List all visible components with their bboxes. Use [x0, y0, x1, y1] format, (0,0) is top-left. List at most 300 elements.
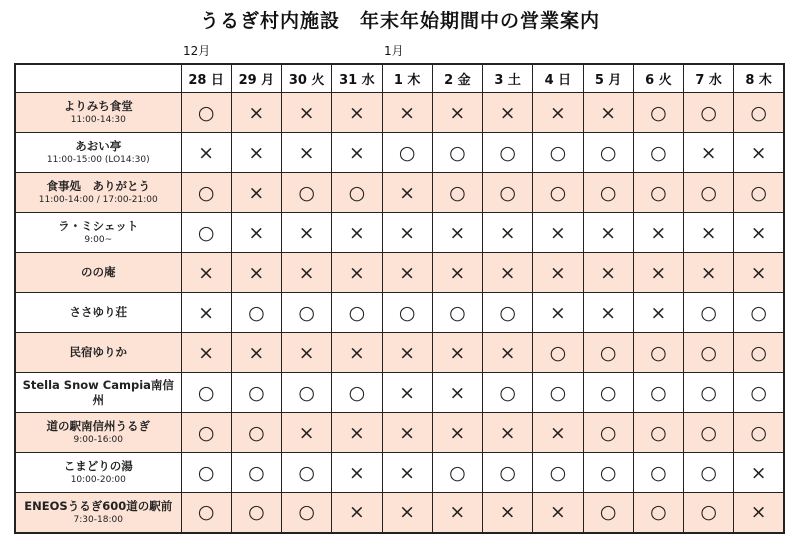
- status-cell: [332, 333, 382, 373]
- closed-icon: ×: [700, 261, 717, 284]
- day-header: 29 月: [231, 64, 281, 93]
- facility-name-cell: [15, 253, 181, 293]
- closed-icon: ×: [248, 141, 265, 164]
- day-header: 7 水: [684, 64, 734, 93]
- open-icon: ○: [248, 421, 265, 444]
- closed-icon: ×: [198, 341, 215, 364]
- status-cell: [583, 293, 633, 333]
- open-icon: ○: [348, 181, 366, 204]
- facility-row: [15, 293, 784, 333]
- closed-icon: ×: [600, 261, 617, 284]
- facility-name: ラ・ミシェット: [58, 219, 139, 233]
- status-cell: [734, 373, 784, 413]
- open-icon: ○: [499, 181, 516, 204]
- facility-hours: 9:00-16:00: [73, 435, 123, 445]
- open-icon: ○: [197, 181, 215, 204]
- closed-icon: ×: [348, 501, 365, 524]
- month-label-december: 12月: [183, 44, 211, 58]
- status-cell: [231, 373, 281, 413]
- status-cell: [382, 293, 432, 333]
- closed-icon: ×: [650, 301, 667, 324]
- status-cell: [181, 333, 231, 373]
- facility-hours: 10:00-20:00: [70, 475, 126, 485]
- open-icon: ○: [650, 341, 667, 364]
- closed-icon: ×: [549, 101, 566, 124]
- closed-icon: ×: [298, 261, 315, 284]
- open-icon: ○: [650, 141, 667, 164]
- closed-icon: ×: [399, 421, 416, 444]
- open-icon: ○: [599, 381, 617, 404]
- status-cell: [231, 293, 281, 333]
- facility-name: Stella Snow Campia南信州: [22, 377, 174, 407]
- open-icon: ○: [650, 501, 667, 524]
- status-cell: [583, 373, 633, 413]
- open-icon: ○: [197, 461, 215, 484]
- open-icon: ○: [197, 381, 215, 404]
- status-cell: [181, 93, 231, 133]
- day-header: 8 木: [734, 64, 784, 93]
- open-icon: ○: [599, 141, 617, 164]
- status-cell: [382, 93, 432, 133]
- status-cell: [633, 213, 683, 253]
- open-icon: ○: [700, 101, 717, 124]
- closed-icon: ×: [449, 421, 466, 444]
- status-cell: [734, 173, 784, 213]
- closed-icon: ×: [499, 261, 516, 284]
- status-cell: [432, 413, 482, 453]
- facility-name-cell: [15, 293, 181, 333]
- facility-hours: 7:30-18:00: [73, 514, 123, 525]
- closed-icon: ×: [399, 261, 416, 284]
- closed-icon: ×: [248, 261, 265, 284]
- status-cell: [684, 493, 734, 533]
- status-cell: [483, 173, 533, 213]
- status-cell: [231, 173, 281, 213]
- open-icon: ○: [449, 301, 466, 324]
- facility-name-cell: [15, 93, 181, 133]
- open-icon: ○: [750, 181, 767, 204]
- status-cell: [483, 333, 533, 373]
- closed-icon: ×: [399, 461, 416, 484]
- open-icon: ○: [750, 421, 767, 444]
- status-cell: [684, 133, 734, 173]
- status-cell: [231, 493, 281, 533]
- status-cell: [181, 253, 231, 293]
- status-cell: [734, 493, 784, 533]
- closed-icon: ×: [248, 341, 265, 364]
- status-cell: [382, 333, 432, 373]
- status-cell: [382, 133, 432, 173]
- closed-icon: ×: [348, 141, 365, 164]
- status-cell: [483, 253, 533, 293]
- status-cell: [684, 173, 734, 213]
- open-icon: ○: [599, 421, 617, 444]
- facility-name: 道の駅南信州うるぎ: [46, 419, 150, 433]
- open-icon: ○: [650, 381, 667, 404]
- status-cell: [332, 493, 382, 533]
- open-icon: ○: [700, 501, 717, 524]
- status-cell: [282, 293, 332, 333]
- facility-name-cell: [15, 213, 181, 253]
- status-cell: [231, 333, 281, 373]
- closed-icon: ×: [348, 221, 365, 244]
- facility-row: [15, 453, 784, 493]
- closed-icon: ×: [750, 261, 767, 284]
- facility-row: [15, 413, 784, 453]
- status-cell: [282, 93, 332, 133]
- open-icon: ○: [700, 461, 717, 484]
- status-cell: [282, 173, 332, 213]
- status-cell: [432, 373, 482, 413]
- status-cell: [533, 253, 583, 293]
- status-cell: [583, 413, 633, 453]
- status-cell: [483, 413, 533, 453]
- facility-name: こまどりの湯: [63, 459, 133, 473]
- open-icon: ○: [599, 461, 617, 484]
- status-cell: [684, 413, 734, 453]
- closed-icon: ×: [600, 101, 617, 124]
- status-cell: [583, 173, 633, 213]
- closed-icon: ×: [499, 501, 516, 524]
- closed-icon: ×: [449, 381, 466, 404]
- open-icon: ○: [298, 181, 315, 204]
- day-header: 1 木: [382, 64, 432, 93]
- status-cell: [734, 133, 784, 173]
- status-cell: [684, 213, 734, 253]
- facility-row: [15, 253, 784, 293]
- status-cell: [734, 213, 784, 253]
- schedule-body: [15, 93, 784, 533]
- open-icon: ○: [197, 501, 215, 524]
- open-icon: ○: [499, 461, 516, 484]
- status-cell: [282, 373, 332, 413]
- closed-icon: ×: [700, 141, 717, 164]
- open-icon: ○: [398, 301, 416, 324]
- open-icon: ○: [248, 501, 265, 524]
- status-cell: [633, 173, 683, 213]
- closed-icon: ×: [198, 301, 215, 324]
- open-icon: ○: [298, 381, 315, 404]
- status-cell: [583, 253, 633, 293]
- open-icon: ○: [750, 341, 767, 364]
- status-cell: [483, 133, 533, 173]
- status-cell: [432, 493, 482, 533]
- status-cell: [332, 373, 382, 413]
- status-cell: [332, 293, 382, 333]
- status-cell: [483, 93, 533, 133]
- status-cell: [633, 293, 683, 333]
- closed-icon: ×: [499, 421, 516, 444]
- facility-row: [15, 373, 784, 413]
- closed-icon: ×: [348, 341, 365, 364]
- status-cell: [181, 413, 231, 453]
- status-cell: [684, 293, 734, 333]
- open-icon: ○: [348, 301, 366, 324]
- closed-icon: ×: [348, 101, 365, 124]
- status-cell: [533, 93, 583, 133]
- open-icon: ○: [248, 461, 265, 484]
- status-cell: [583, 133, 633, 173]
- status-cell: [533, 133, 583, 173]
- open-icon: ○: [449, 461, 466, 484]
- open-icon: ○: [248, 381, 265, 404]
- status-cell: [583, 333, 633, 373]
- status-cell: [332, 173, 382, 213]
- day-header: 30 火: [282, 64, 332, 93]
- closed-icon: ×: [750, 141, 767, 164]
- status-cell: [382, 413, 432, 453]
- open-icon: ○: [650, 181, 667, 204]
- status-cell: [533, 453, 583, 493]
- page-title: うるぎ村内施設 年末年始期間中の営業案内: [199, 10, 600, 32]
- open-icon: ○: [650, 101, 667, 124]
- closed-icon: ×: [600, 301, 617, 324]
- status-cell: [483, 293, 533, 333]
- status-cell: [432, 293, 482, 333]
- open-icon: ○: [197, 421, 215, 444]
- open-icon: ○: [750, 381, 767, 404]
- open-icon: ○: [599, 501, 617, 524]
- status-cell: [231, 413, 281, 453]
- open-icon: ○: [650, 461, 667, 484]
- status-cell: [533, 373, 583, 413]
- closed-icon: ×: [399, 221, 416, 244]
- closed-icon: ×: [499, 221, 516, 244]
- status-cell: [181, 173, 231, 213]
- open-icon: ○: [449, 181, 466, 204]
- status-cell: [282, 253, 332, 293]
- status-cell: [533, 413, 583, 453]
- facility-row: [15, 333, 784, 373]
- status-cell: [332, 253, 382, 293]
- closed-icon: ×: [700, 221, 717, 244]
- status-cell: [483, 493, 533, 533]
- status-cell: [282, 213, 332, 253]
- open-icon: ○: [750, 101, 767, 124]
- open-icon: ○: [700, 181, 717, 204]
- status-cell: [282, 453, 332, 493]
- status-cell: [432, 333, 482, 373]
- open-icon: ○: [298, 461, 315, 484]
- status-cell: [382, 173, 432, 213]
- status-cell: [684, 453, 734, 493]
- status-cell: [633, 413, 683, 453]
- open-icon: ○: [348, 381, 366, 404]
- open-icon: ○: [700, 381, 717, 404]
- status-cell: [432, 213, 482, 253]
- open-icon: ○: [197, 221, 215, 244]
- facility-name-cell: [15, 133, 181, 173]
- status-cell: [734, 253, 784, 293]
- open-icon: ○: [499, 301, 516, 324]
- status-cell: [231, 213, 281, 253]
- status-cell: [332, 413, 382, 453]
- open-icon: ○: [549, 381, 567, 404]
- status-cell: [282, 133, 332, 173]
- facility-name: あおい亭: [75, 139, 122, 153]
- facility-name-cell: [15, 173, 181, 213]
- facility-name-cell: [15, 413, 181, 453]
- open-icon: ○: [549, 341, 567, 364]
- closed-icon: ×: [449, 341, 466, 364]
- closed-icon: ×: [298, 341, 315, 364]
- closed-icon: ×: [600, 221, 617, 244]
- status-cell: [432, 133, 482, 173]
- status-cell: [282, 493, 332, 533]
- status-cell: [734, 453, 784, 493]
- open-icon: ○: [700, 341, 717, 364]
- facility-name: ENEOSうるぎ600道の駅前: [24, 498, 173, 513]
- status-cell: [332, 133, 382, 173]
- closed-icon: ×: [549, 301, 566, 324]
- open-icon: ○: [248, 301, 265, 324]
- status-cell: [382, 213, 432, 253]
- closed-icon: ×: [348, 421, 365, 444]
- status-cell: [382, 493, 432, 533]
- status-cell: [231, 453, 281, 493]
- status-cell: [181, 133, 231, 173]
- status-cell: [432, 173, 482, 213]
- day-header: 28 日: [181, 64, 231, 93]
- status-cell: [633, 93, 683, 133]
- facility-name-cell: [15, 493, 181, 533]
- closed-icon: ×: [650, 261, 667, 284]
- status-cell: [483, 453, 533, 493]
- status-cell: [633, 333, 683, 373]
- status-cell: [633, 253, 683, 293]
- closed-icon: ×: [750, 221, 767, 244]
- closed-icon: ×: [248, 221, 265, 244]
- open-icon: ○: [549, 141, 567, 164]
- closed-icon: ×: [198, 141, 215, 164]
- closed-icon: ×: [549, 421, 566, 444]
- closed-icon: ×: [298, 101, 315, 124]
- open-icon: ○: [549, 461, 567, 484]
- closed-icon: ×: [750, 461, 767, 484]
- closed-icon: ×: [298, 221, 315, 244]
- facility-row: [15, 213, 784, 253]
- status-cell: [282, 333, 332, 373]
- open-icon: ○: [499, 381, 516, 404]
- status-cell: [432, 453, 482, 493]
- status-cell: [633, 373, 683, 413]
- closed-icon: ×: [449, 261, 466, 284]
- status-cell: [483, 213, 533, 253]
- closed-icon: ×: [549, 501, 566, 524]
- status-cell: [734, 413, 784, 453]
- facility-hours: 11:00-14:30: [70, 115, 126, 125]
- day-header: 4 日: [533, 64, 583, 93]
- facility-name: 民宿ゆりか: [69, 345, 127, 359]
- status-cell: [583, 453, 633, 493]
- closed-icon: ×: [449, 501, 466, 524]
- open-icon: ○: [700, 301, 717, 324]
- facility-name: ささゆり荘: [69, 305, 127, 319]
- facility-name-cell: [15, 453, 181, 493]
- status-cell: [633, 493, 683, 533]
- status-cell: [684, 93, 734, 133]
- status-cell: [231, 253, 281, 293]
- closed-icon: ×: [549, 261, 566, 284]
- closed-icon: ×: [399, 181, 416, 204]
- facility-row: [15, 173, 784, 213]
- day-header: 5 月: [583, 64, 633, 93]
- status-cell: [382, 453, 432, 493]
- facility-row: [15, 493, 784, 533]
- status-cell: [533, 213, 583, 253]
- status-cell: [181, 453, 231, 493]
- month-label-january: 1月: [384, 44, 404, 58]
- closed-icon: ×: [650, 221, 667, 244]
- status-cell: [231, 133, 281, 173]
- closed-icon: ×: [348, 261, 365, 284]
- schedule-table: [14, 63, 785, 534]
- facility-hours: 9:00~: [84, 235, 113, 245]
- status-cell: [181, 213, 231, 253]
- status-cell: [382, 373, 432, 413]
- closed-icon: ×: [399, 341, 416, 364]
- status-cell: [181, 493, 231, 533]
- status-cell: [684, 373, 734, 413]
- closed-icon: ×: [499, 101, 516, 124]
- closed-icon: ×: [399, 381, 416, 404]
- open-icon: ○: [398, 141, 416, 164]
- closed-icon: ×: [298, 141, 315, 164]
- facility-row: [15, 133, 784, 173]
- status-cell: [734, 293, 784, 333]
- status-cell: [231, 93, 281, 133]
- day-header: 3 土: [483, 64, 533, 93]
- facility-name-cell: [15, 373, 181, 413]
- facility-name: 食事処 ありがとう: [46, 179, 150, 193]
- closed-icon: ×: [449, 101, 466, 124]
- status-cell: [734, 333, 784, 373]
- status-cell: [633, 133, 683, 173]
- open-icon: ○: [449, 141, 466, 164]
- status-cell: [533, 173, 583, 213]
- status-cell: [633, 453, 683, 493]
- facility-name: よりみち食堂: [63, 99, 133, 113]
- status-cell: [382, 253, 432, 293]
- facility-name-cell: [15, 333, 181, 373]
- status-cell: [332, 93, 382, 133]
- closed-icon: ×: [449, 221, 466, 244]
- open-icon: ○: [549, 181, 567, 204]
- status-cell: [181, 293, 231, 333]
- status-cell: [684, 333, 734, 373]
- closed-icon: ×: [750, 501, 767, 524]
- status-cell: [583, 93, 633, 133]
- open-icon: ○: [499, 141, 516, 164]
- status-cell: [483, 373, 533, 413]
- facility-row: [15, 93, 784, 133]
- day-header: 2 金: [432, 64, 482, 93]
- closed-icon: ×: [248, 101, 265, 124]
- closed-icon: ×: [399, 501, 416, 524]
- facility-name: のの庵: [81, 265, 116, 279]
- status-cell: [181, 373, 231, 413]
- open-icon: ○: [197, 101, 215, 124]
- status-cell: [533, 293, 583, 333]
- day-header: 6 火: [633, 64, 683, 93]
- status-cell: [282, 413, 332, 453]
- status-cell: [332, 453, 382, 493]
- open-icon: ○: [750, 301, 767, 324]
- closed-icon: ×: [298, 421, 315, 444]
- open-icon: ○: [700, 421, 717, 444]
- closed-icon: ×: [348, 461, 365, 484]
- closed-icon: ×: [549, 221, 566, 244]
